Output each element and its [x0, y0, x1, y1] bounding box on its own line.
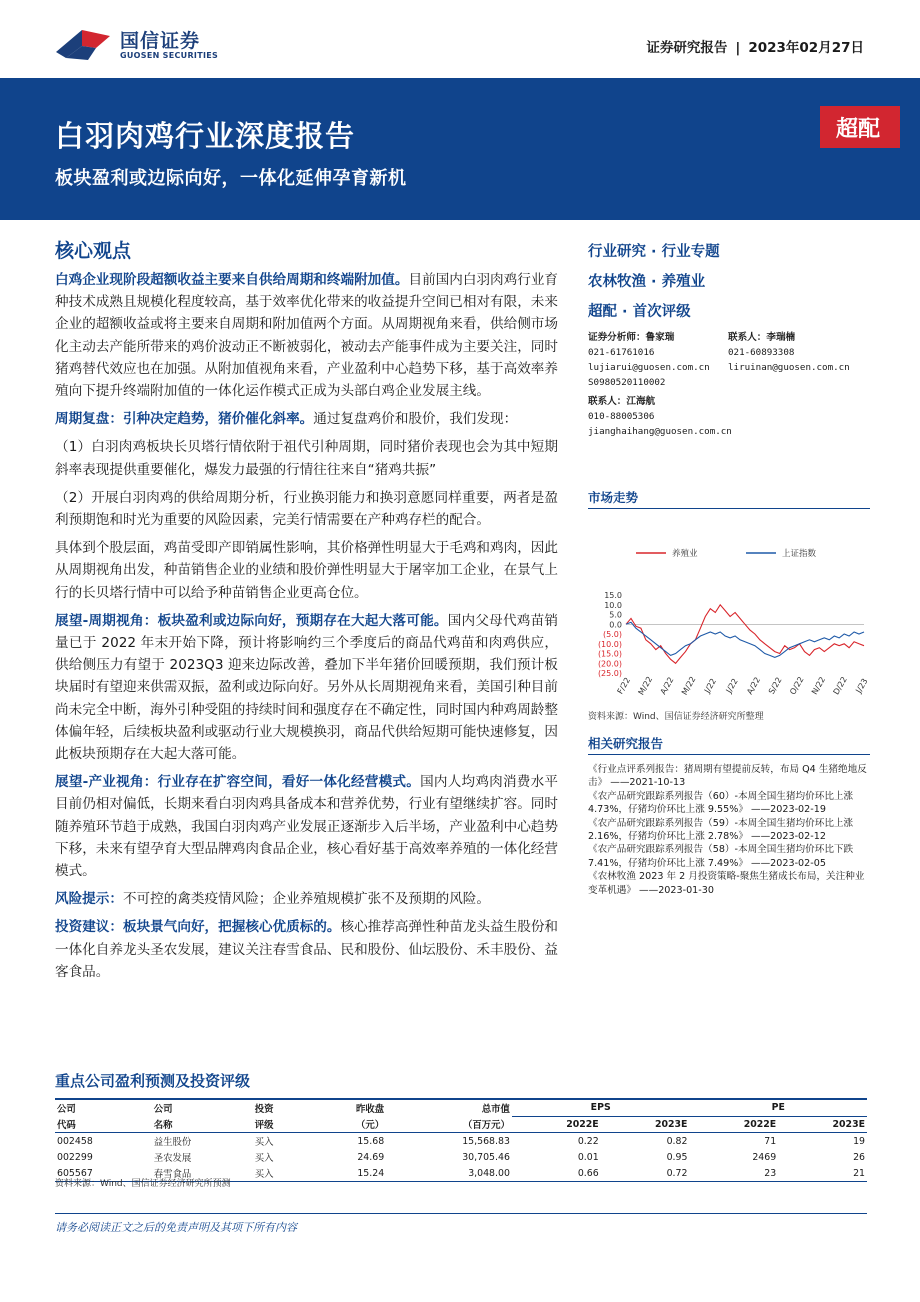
analyst-email[interactable]: lujiarui@guosen.com.cn: [588, 362, 710, 373]
cell-code: 002458: [57, 1135, 93, 1147]
paragraph-cycle-review: [55, 408, 558, 430]
paragraph-risk: [55, 888, 558, 910]
col-eps-2023: 2023E: [601, 1116, 690, 1133]
y-tick-label: (25.0): [597, 669, 622, 678]
cell-pe-2023: 19: [853, 1135, 865, 1147]
analyst-1: [588, 330, 732, 439]
report-meta: [646, 36, 864, 56]
cell-pe-2023: 21: [778, 1165, 867, 1182]
disclaimer-note: 请务必阅读正文之后的免责声明及其项下所有内容: [55, 1221, 297, 1234]
x-tick-label: N/22: [809, 675, 828, 697]
core-views-title: 核心观点: [55, 240, 132, 262]
x-tick-label: J/22: [702, 676, 719, 695]
tag-rating: 超配 · 首次评级: [588, 304, 691, 320]
col-name: 公司: [152, 1099, 253, 1116]
contact-phone: 010-88005306: [588, 411, 655, 422]
paragraph-point-2: （2）开展白羽肉鸡的供给周期分析，行业换羽能力和换羽意愿同样重要，两者是盈利预期饱和时光为重要的风险因素，完美行情需要在产种鸡存栏的配合。: [55, 489, 558, 529]
y-tick-label: 15.0: [604, 591, 622, 600]
report-type: 证券研究报告: [646, 40, 728, 56]
col-pe-2023: 2023E: [778, 1116, 867, 1133]
cell-eps-2022: 0.01: [577, 1151, 599, 1163]
related-report-item[interactable]: 《行业点评系列报告：猪周期有望提前反转，布局 Q4 生猪绝地反击》 ——2021-10-13: [588, 764, 867, 789]
y-tick-label: (20.0): [597, 659, 622, 669]
cell-price: 24.69: [357, 1151, 385, 1163]
title-banner: [0, 78, 920, 220]
related-report-item[interactable]: 《农产品研究跟踪系列报告（59）-本周全国生猪均价环比上涨 2.16%，仔猪均价环比上涨 2.78%》 ——2023-02-12: [588, 817, 854, 843]
forecast-table: [55, 1098, 867, 1182]
contact-label: 联系人：江海航: [588, 396, 656, 407]
cell-cap: 15,568.83: [462, 1135, 510, 1147]
x-tick-label: J/22: [724, 676, 740, 695]
x-tick-label: A/22: [745, 675, 763, 696]
paragraph-text: 通过复盘鸡价和股价，我们发现：: [313, 411, 518, 428]
related-report-item[interactable]: 《农林牧渔 2023 年 2 月投资策略-聚焦生猪成长布局，关注种业变革机遇》 ——2023-01-30: [588, 871, 865, 896]
highlight: 风险提示：: [55, 891, 123, 908]
table-source: 资料来源：Wind、国信证券经济研究所预测: [55, 1179, 231, 1189]
paragraph-text: 核心推荐高弹性种苗龙头益生股份和一体化自养龙头圣农发展，建议关注春雪食品、民和股份、仙坛股份、禾丰股份、益客食品。: [55, 919, 559, 980]
paragraph-investment: [55, 916, 558, 983]
analyst-contacts: [588, 330, 870, 482]
paragraph-text: 国内父母代鸡苗销量已于 2022 年末开始下降，预计将影响约三个季度后的商品代鸡苗和肉鸡供应，供给侧压力有望于 2023Q3 迎来边际改善，叠加下半年猪价回暖预期，我们预计板块届时有望迎来供需双振，盈利或边际向好。另外从长周期视角来看，美国引种目前尚未完全中断，海外引种受阻的持续时间和强度存在不确定性，同时国内种鸡周龄整体偏年轻，后续板块盈利或驱动行业大规模换羽，商品代供给短期可能快速修复，因此板块预期存在大起大落可能。: [55, 612, 559, 763]
highlight: 展望-产业视角：行业存在扩容空间，看好一体化经营模式。: [55, 774, 421, 791]
y-tick-label: (10.0): [597, 639, 622, 649]
col-eps-2022: 2022E: [512, 1116, 601, 1133]
report-subtitle: 板块盈利或边际向好，一体化延伸孕育新机: [55, 168, 407, 189]
highlight: 白鸡企业现阶段超额收益主要来自供给周期和终端附加值。: [55, 272, 409, 288]
cell-cap: 30,705.46: [462, 1151, 510, 1163]
related-report-item[interactable]: 《农产品研究跟踪系列报告（60）-本周全国生猪均价环比上涨 4.73%，仔猪均价环比上涨 9.55%》 ——2023-02-19: [588, 790, 854, 816]
col-rating-2: 评级: [253, 1116, 308, 1133]
series-line-0: [626, 605, 864, 664]
y-tick-label: (15.0): [597, 649, 622, 659]
cell-name: 春雪食品: [152, 1165, 253, 1182]
meta-separator: |: [735, 40, 741, 56]
table-row: [55, 1133, 867, 1150]
x-tick-label: F/22: [615, 675, 633, 696]
col-code-2: 代码: [55, 1116, 152, 1133]
paragraph-outlook-cycle: [55, 610, 558, 765]
cell-eps-2023: 0.82: [666, 1135, 688, 1147]
highlight: 展望-周期视角：板块盈利或边际向好，预期存在大起大落可能。: [55, 612, 448, 629]
company-logo: [52, 22, 232, 66]
cell-eps-2023: 0.72: [601, 1165, 690, 1182]
paragraph-outlook-industry: [55, 771, 558, 882]
cell-price: 15.68: [357, 1135, 385, 1147]
table-header-row: [55, 1099, 867, 1116]
logo-text-en: GUOSEN SECURITIES: [120, 51, 219, 60]
core-views-column: [55, 236, 558, 989]
y-tick-label: 5.0: [609, 610, 622, 620]
report-title: 白羽肉鸡行业深度报告: [55, 119, 356, 153]
paragraph-stock-level: 具体到个股层面，鸡苗受即产即销属性影响，其价格弹性明显大于毛鸡和鸡肉，因此从周期视角出发，种苗销售企业的业绩和股价弹性明显大于屠宰加工企业，在景气上行的长贝塔行情中可以给予种苗销售企业更高仓位。: [55, 540, 558, 601]
series-line-1: [626, 622, 864, 657]
footer-divider: [55, 1213, 867, 1214]
cell-code: 002299: [57, 1151, 93, 1163]
cell-eps-2022: 0.66: [512, 1165, 601, 1182]
related-reports-title: 相关研究报告: [588, 734, 870, 755]
related-report-item[interactable]: 《农产品研究跟踪系列报告（58）-本周全国生猪均价环比下跌 7.41%，仔猪均价环比上涨 7.49%》 ——2023-02-05: [588, 844, 854, 869]
report-date: 2023年02月27日: [748, 40, 864, 56]
cell-eps-2023: 0.95: [666, 1151, 688, 1163]
tag-industry: 农林牧渔 · 养殖业: [588, 274, 706, 290]
cell-name: 益生股份: [153, 1137, 192, 1148]
paragraph-point-1: （1）白羽肉鸡板块长贝塔行情依附于祖代引种周期，同时猪价表现也会为其中短期斜率表现提供重要催化，爆发力最强的行情往往来自“猪鸡共振”: [55, 439, 558, 478]
market-trend-svg: [588, 517, 870, 707]
contact-label: 联系人：李瑞楠: [728, 332, 796, 343]
x-tick-label: M/22: [636, 674, 655, 697]
cell-pe-2022: 71: [764, 1135, 777, 1147]
cell-pe-2022: 2469: [752, 1151, 777, 1163]
table-header-row-2: [55, 1116, 867, 1133]
forecast-table-title: 重点公司盈利预测及投资评级: [55, 1072, 251, 1090]
x-tick-label: D/22: [831, 675, 849, 697]
cell-cap: 3,048.00: [386, 1165, 512, 1182]
cell-rating: 买入: [253, 1165, 308, 1182]
col-code: 公司: [55, 1099, 152, 1116]
table-row: [55, 1149, 867, 1165]
legend-label: 上证指数: [782, 549, 817, 559]
analyst-phone: 021-61761016: [588, 347, 655, 358]
cell-pe-2023: 26: [853, 1151, 865, 1163]
y-tick-label: 10.0: [604, 600, 622, 610]
x-tick-label: O/22: [788, 675, 806, 697]
col-name-2: 名称: [152, 1116, 253, 1133]
x-tick-label: S/22: [766, 675, 784, 696]
cell-price: 15.24: [308, 1165, 386, 1182]
tag-research-type: 行业研究 · 行业专题: [588, 244, 720, 260]
paragraph-text: 目前国内白羽肉鸡行业育种技术成熟且规模化程度较高，基于效率优化带来的收益提升空间已相对有限，未来企业的超额收益或将主要来自周期和附加值两个方面。从周期视角来看，供给侧市场化主动去产能所带来的鸡价波动正不断被弱化，被动去产能事件成为主要关注，同时猪鸡替代效应也在加强。从附加值视角来看，产业盈利中心趋势下移，基于高效率养殖向下提升终端附加值的一体化运作模式正成为头部白鸡企业发展主线。: [55, 272, 559, 400]
cell-name: 圣农发展: [153, 1153, 192, 1164]
y-tick-label: 0.0: [609, 620, 622, 630]
related-reports-list: [588, 763, 870, 897]
col-rating: 投资: [253, 1099, 308, 1116]
cell-pe-2022: 23: [689, 1165, 778, 1182]
cell-code: 605567: [55, 1165, 152, 1182]
highlight: 周期复盘：引种决定趋势，猪价催化斜率。: [55, 411, 314, 428]
analyst-label: 证券分析师：鲁家瑞: [588, 332, 675, 343]
guosen-logo-mark: [52, 22, 114, 64]
page-header: [0, 0, 920, 78]
cell-eps-2022: 0.22: [577, 1135, 599, 1147]
col-price: 昨收盘: [308, 1099, 386, 1116]
col-pe: PE: [689, 1099, 867, 1116]
paragraph-text: 不可控的禽类疫情风险；企业养殖规模扩张不及预期的风险。: [122, 891, 490, 908]
y-tick-label: (5.0): [603, 630, 622, 639]
contact-phone: 021-60893308: [728, 347, 795, 358]
logo-text-cn: 国信证券: [120, 30, 201, 52]
chart-source: 资料来源：Wind、国信证券经济研究所整理: [588, 712, 764, 722]
legend-label: 养殖业: [672, 549, 698, 559]
cell-rating: 买入: [254, 1153, 274, 1164]
market-trend-title: 市场走势: [588, 488, 870, 509]
rating-badge: 超配: [820, 106, 900, 148]
paragraph-text: 国内人均鸡肉消费水平目前仍相对偏低，长期来看白羽肉鸡具备成本和营养优势，行业有望继续扩容。同时随养殖环节趋于成熟，我国白羽肉鸡产业发展正逐渐步入后半场，产业盈利中心趋势下移，未来有望孕育大型品牌鸡肉食品企业，核心看好基于高效率养殖的一体化经营模式。: [55, 774, 559, 880]
x-tick-label: A/22: [658, 675, 676, 696]
sidebar: [588, 240, 870, 897]
paragraph-supply-value: [55, 269, 558, 402]
cell-rating: 买入: [254, 1137, 274, 1148]
analyst-2: [728, 330, 850, 375]
market-trend-chart: [588, 517, 870, 707]
col-cap: 总市值: [386, 1099, 512, 1116]
contact-email[interactable]: jianghaihang@guosen.com.cn: [588, 426, 732, 437]
x-tick-label: M/22: [679, 674, 698, 697]
highlight: 投资建议：板块景气向好，把握核心优质标的。: [55, 919, 341, 936]
col-eps: EPS: [512, 1099, 690, 1116]
analyst-cert: S0980520110002: [588, 377, 666, 388]
col-pe-2022: 2022E: [689, 1116, 778, 1133]
col-price-2: （元）: [308, 1116, 386, 1133]
contact-email[interactable]: liruinan@guosen.com.cn: [728, 362, 850, 373]
x-tick-label: J/23: [854, 676, 870, 695]
col-cap-2: （百万元）: [386, 1116, 512, 1133]
